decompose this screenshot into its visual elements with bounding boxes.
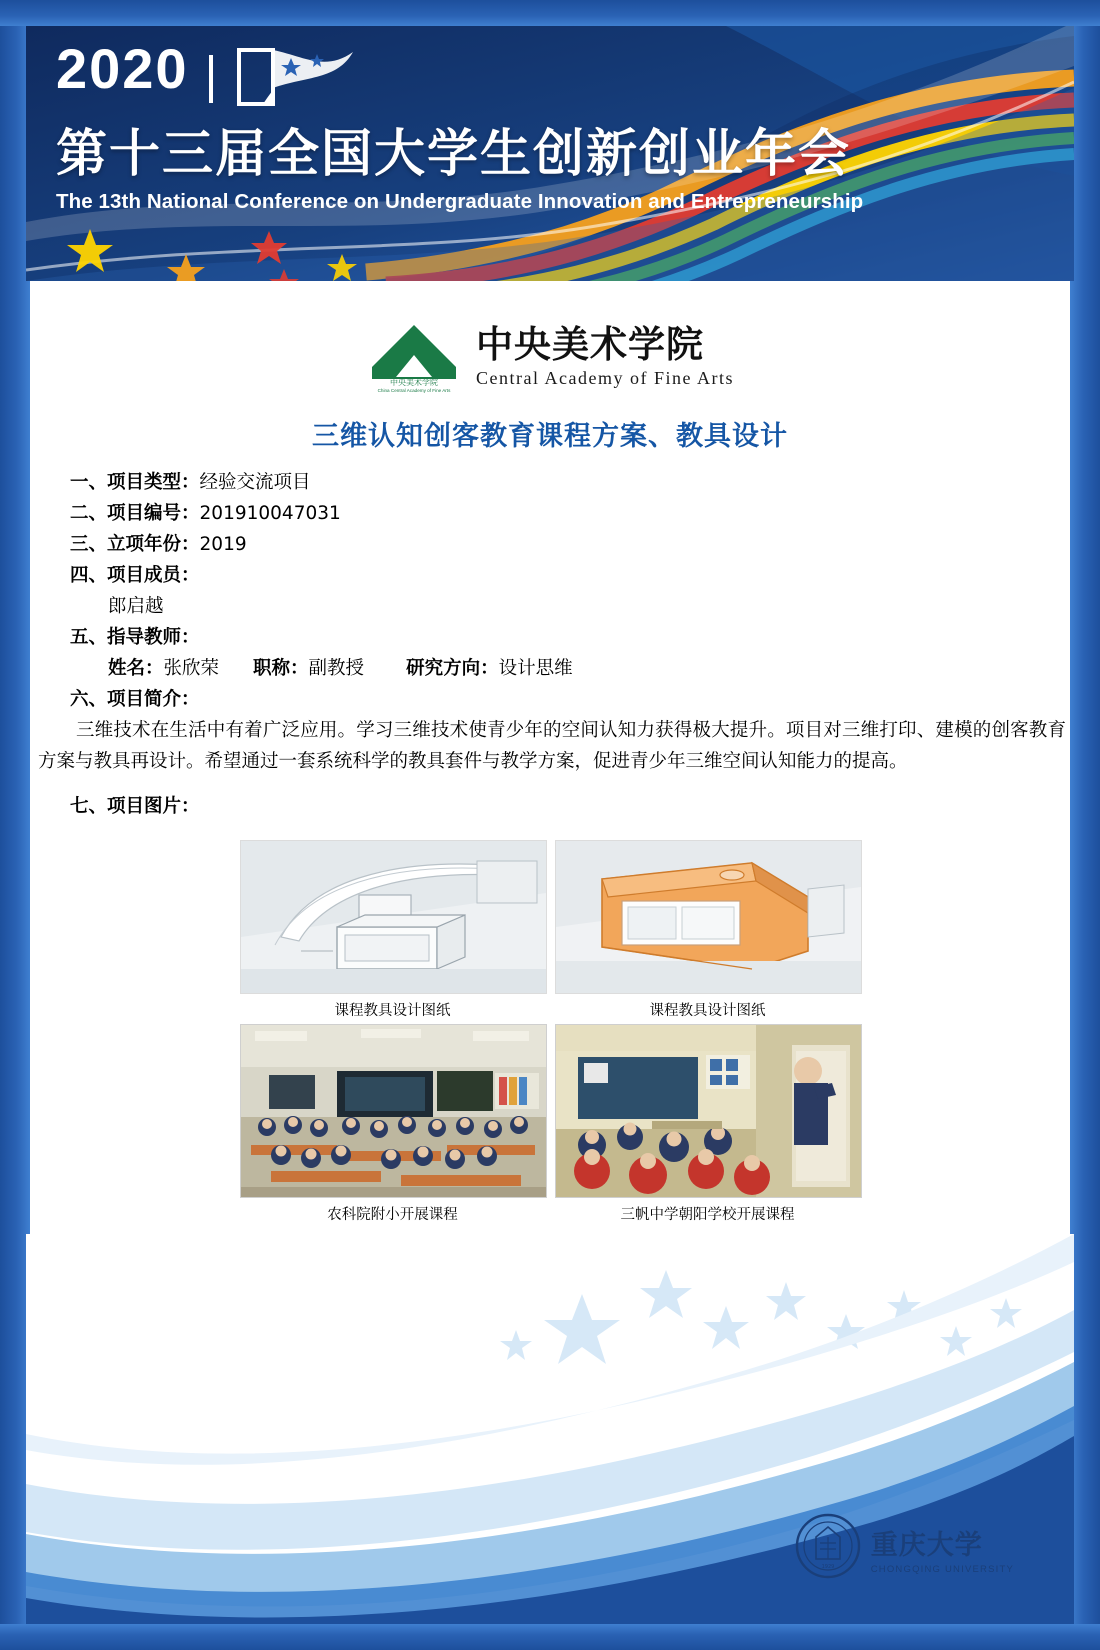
image-caption: 三帆中学朝阳学校开展课程: [620, 1207, 795, 1223]
field-index: 六、: [70, 689, 108, 710]
project-title: 三维认知创客教育课程方案、教具设计: [312, 421, 788, 452]
field-project-members: [70, 560, 1070, 591]
advisor-name-value: 张欣荣: [163, 658, 220, 679]
conference-year: 2020: [56, 37, 189, 100]
organization-name-en: Central Academy of Fine Arts: [476, 368, 734, 388]
cad-orange-render: [555, 840, 862, 994]
field-advisor: [70, 622, 1070, 653]
image-caption: 课程教具设计图纸: [649, 1003, 766, 1019]
conference-header-banner: [26, 26, 1074, 281]
university-name-block: [871, 1523, 1014, 1575]
image-cell-photo-small: [555, 1024, 860, 1228]
organization-block: [30, 315, 1070, 398]
image-cell-photo-large: [240, 1024, 545, 1228]
field-index: 三、: [70, 534, 108, 555]
organization-names: [476, 324, 734, 389]
conference-title-cn: 第十三届全国大学生创新创业年会: [56, 125, 852, 183]
university-name-en: CHONGQING UNIVERSITY: [870, 1563, 1014, 1575]
field-value: 经验交流项目: [199, 472, 311, 493]
field-project-number: [70, 498, 1070, 529]
image-cell-cad-white: [240, 840, 545, 1024]
organization-name-cn: 中央美术学院: [476, 323, 705, 366]
frame-top-border: [0, 0, 1100, 26]
advisor-research-value: 设计思维: [498, 658, 573, 679]
advisor-detail-row: [70, 653, 1070, 684]
header-divider: [209, 55, 213, 103]
field-project-year: [70, 529, 1070, 560]
cad-white-render: [240, 840, 547, 994]
field-index: 四、: [70, 565, 108, 586]
image-row-cad: [240, 840, 860, 1024]
image-caption: 课程教具设计图纸: [334, 1003, 451, 1019]
field-label: 项目类型：: [107, 472, 200, 493]
field-label: 指导教师：: [107, 627, 200, 648]
field-project-intro: [70, 684, 1070, 715]
field-label: 项目图片：: [107, 796, 200, 817]
advisor-title-value: 副教授: [308, 658, 365, 679]
image-cell-cad-orange: [555, 840, 860, 1024]
conference-title-en: The 13th National Conference on Undergraduate Innovation and Entrepreneurship: [56, 190, 864, 214]
field-label: 项目简介：: [107, 689, 200, 710]
advisor-title-label: 职称：: [253, 658, 309, 679]
field-index: 二、: [70, 503, 108, 524]
svg-text:1929: 1929: [821, 1564, 835, 1570]
classroom-photo-large: [240, 1024, 547, 1198]
field-label: 立项年份：: [107, 534, 200, 555]
image-row-photos: [240, 1024, 860, 1228]
field-label: 项目成员：: [107, 565, 200, 586]
frame-bottom-border: [0, 1624, 1100, 1650]
project-images-heading-wrap: [30, 791, 1070, 822]
field-value: 2019: [199, 534, 247, 555]
project-intro-text: 三维技术在生活中有着广泛应用。学习三维技术使青少年的空间认知力获得极大提升。项目对三维打印、建模的创客教育方案与教具再设计。希望通过一套系统科学的教具套件与教学方案，促进青少年三维空间认知能力的提高。: [38, 720, 1066, 772]
advisor-name-label: 姓名：: [108, 658, 164, 679]
image-caption: 农科院附小开展课程: [327, 1207, 458, 1223]
poster-content: [30, 285, 1070, 1335]
field-value: 201910047031: [199, 503, 341, 524]
conference-emblem-icon: [233, 46, 361, 113]
project-fields: [30, 467, 1070, 715]
classroom-photo-small: [555, 1024, 862, 1198]
field-project-images: [70, 791, 1070, 822]
svg-text:China Central Academy of Fine: China Central Academy of Fine Arts: [377, 388, 451, 393]
field-index: 七、: [70, 796, 108, 817]
frame-right-border: [1070, 0, 1100, 1650]
university-logo-block: [795, 1513, 1014, 1584]
cafa-logo-icon: [366, 315, 462, 398]
university-name-cn: 重庆大学: [870, 1529, 983, 1561]
project-member-list: 郎启越: [108, 596, 164, 617]
chongqing-university-seal-icon: [795, 1513, 861, 1584]
field-index: 一、: [70, 472, 108, 493]
svg-text:中央美术学院: 中央美术学院: [390, 378, 439, 387]
project-image-gallery: [30, 840, 1070, 1228]
advisor-research-label: 研究方向：: [406, 658, 499, 679]
field-index: 五、: [70, 627, 108, 648]
field-label: 项目编号：: [107, 503, 200, 524]
header-text-group: [56, 37, 864, 214]
field-project-type: [70, 467, 1070, 498]
footer-decoration: [26, 1234, 1074, 1624]
